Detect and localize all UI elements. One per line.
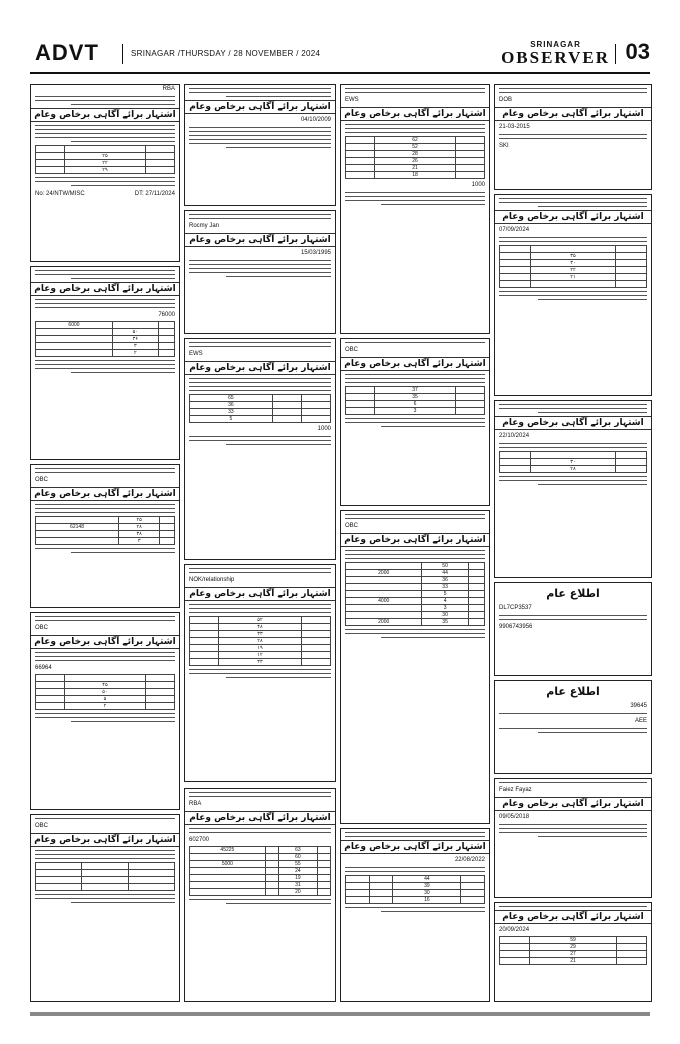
notice-table: 6000 ۵۰ ۳۶ ۳ ۲ bbox=[35, 321, 175, 357]
notice-c4f: Faiez Fayaz اشتہار برائے آگاہی برخاص وعام 09/05/2018 bbox=[494, 778, 652, 898]
brand-city: SRINAGAR bbox=[530, 40, 581, 49]
notice-c1c: OBC اشتہار برائے آگاہی برخاص وعام ۲۵ 62148 ۲۸ ۳۸ ۳ bbox=[30, 464, 180, 608]
header-rule bbox=[30, 72, 650, 74]
notice-table: ۲۵ ۲۲ ۲۹ bbox=[35, 145, 175, 174]
notice-heading: اشتہار برائے آگاہی برخاص وعام bbox=[341, 357, 489, 371]
page-number: 03 bbox=[625, 39, 650, 64]
notice-c4a: DOB اشتہار برائے آگاہی برخاص وعام 21-03-2015 SKI bbox=[494, 84, 652, 190]
notice-heading: اشتہار برائے آگاہی برخاص وعام bbox=[495, 107, 651, 121]
notice-table: ۳۵ ۳۰ ۲۲ ۲۱ bbox=[499, 245, 647, 288]
notice-table: 65 36 33 5 bbox=[189, 394, 331, 423]
notice-c1a: RBA اشتہار برائے آگاہی برخاص وعام ۲۵ ۲۲ ۲۹ No: 24/NTW/MISC DT: 27/11/2024 bbox=[30, 84, 180, 262]
notice-c2c: EWS اشتہار برائے آگاہی برخاص وعام 65 36 33 5 1000 bbox=[184, 338, 336, 560]
notice-c4b: اشتہار برائے آگاہی برخاص وعام 07/09/2024 ۳۵ ۳۰ ۲۲ ۲۱ bbox=[494, 194, 652, 396]
brand-name: OBSERVER bbox=[501, 48, 610, 67]
notice-c3c: OBC اشتہار برائے آگاہی برخاص وعام 50 2000 44 36 33 5 4000 4 3 30 2000 35 bbox=[340, 510, 490, 824]
notice-table: 44 39 30 16 bbox=[345, 875, 485, 904]
notice-c4e: اطلاع عام 39645 AEE bbox=[494, 680, 652, 774]
divider bbox=[615, 44, 616, 64]
notice-table: 50 2000 44 36 33 5 4000 4 3 30 2000 35 bbox=[345, 562, 485, 626]
dateline: SRINAGAR /THURSDAY / 28 NOVEMBER / 2024 bbox=[131, 49, 321, 58]
masthead bbox=[30, 38, 650, 68]
notice-heading: اشتہار برائے آگاہی برخاص وعام bbox=[495, 210, 651, 224]
notice-table: ۵۲ ۴۸ ۳۳ ۲۸ ۱۹ ۱۲ ۳۳ bbox=[189, 616, 331, 666]
notice-heading: اشتہار برائے آگاہی برخاص وعام bbox=[341, 840, 489, 854]
notice-table: ۲۵ 62148 ۲۸ ۳۸ ۳ bbox=[35, 516, 175, 545]
notice-c2a: اشتہار برائے آگاہی برخاص وعام 04/10/2009 bbox=[184, 84, 336, 206]
notice-table: 45225 63 60 5000 55 24 19 31 20 bbox=[189, 846, 331, 896]
notice-c4c: اشتہار برائے آگاہی برخاص وعام 22/10/2024 ۳۰ ۲۸ bbox=[494, 400, 652, 578]
notice-heading: اشتہار برائے آگاہی برخاص وعام bbox=[31, 833, 179, 847]
notice-heading: اشتہار برائے آگاہی برخاص وعام bbox=[31, 487, 179, 501]
brand-logo bbox=[501, 40, 610, 66]
notice-c2e: RBA اشتہار برائے آگاہی برخاص وعام 602700 45225 63 60 5000 55 24 19 31 20 bbox=[184, 788, 336, 1002]
notice-table: 59 29 27 21 bbox=[499, 936, 647, 965]
notice-heading: اشتہار برائے آگاہی برخاص وعام bbox=[495, 910, 651, 924]
notice-heading: اشتہار برائے آگاہی برخاص وعام bbox=[31, 108, 179, 122]
notice-heading: اشتہار برائے آگاہی برخاص وعام bbox=[185, 587, 335, 601]
notice-c3b: OBC اشتہار برائے آگاہی برخاص وعام 37 35 6 3 bbox=[340, 338, 490, 506]
notice-heading: اشتہار برائے آگاہی برخاص وعام bbox=[185, 811, 335, 825]
notice-table: ۴۵ ۵۰ ۵ ۲ bbox=[35, 674, 175, 710]
notice-heading: اشتہار برائے آگاہی برخاص وعام bbox=[185, 100, 335, 114]
notice-table: 37 35 6 3 bbox=[345, 386, 485, 415]
notice-c2d: NOK/relationship اشتہار برائے آگاہی برخاص وعام ۵۲ ۴۸ ۳۳ ۲۸ ۱۹ ۱۲ ۳۳ bbox=[184, 564, 336, 782]
notice-heading: اشتہار برائے آگاہی برخاص وعام bbox=[341, 107, 489, 121]
notice-c4d: اطلاع عام DL7CP3537 9906743956 bbox=[494, 582, 652, 676]
notice-heading: اطلاع عام bbox=[546, 587, 600, 600]
notice-c4g: اشتہار برائے آگاہی برخاص وعام 20/09/2024 59 29 27 21 bbox=[494, 902, 652, 1002]
notice-c2b: Rocmy Jan اشتہار برائے آگاہی برخاص وعام 15/03/1995 bbox=[184, 210, 336, 334]
notice-heading: اشتہار برائے آگاہی برخاص وعام bbox=[185, 233, 335, 247]
notice-c3d: اشتہار برائے آگاہی برخاص وعام 22/08/2022 44 39 30 16 bbox=[340, 828, 490, 1002]
notice-table: 62 52 28 26 21 18 bbox=[345, 136, 485, 179]
notice-c1b: اشتہار برائے آگاہی برخاص وعام 76000 6000 ۵۰ ۳۶ ۳ ۲ bbox=[30, 266, 180, 460]
notice-heading: اشتہار برائے آگاہی برخاص وعام bbox=[341, 533, 489, 547]
notice-c3a: EWS اشتہار برائے آگاہی برخاص وعام 62 52 28 26 21 18 1000 bbox=[340, 84, 490, 334]
section-label: ADVT bbox=[35, 40, 99, 65]
notice-heading: اشتہار برائے آگاہی برخاص وعام bbox=[31, 635, 179, 649]
divider bbox=[122, 44, 123, 64]
notice-heading: اشتہار برائے آگاہی برخاص وعام bbox=[495, 416, 651, 430]
notice-table bbox=[35, 862, 175, 891]
footer-rule bbox=[30, 1012, 650, 1016]
notice-heading: اشتہار برائے آگاہی برخاص وعام bbox=[495, 797, 651, 811]
notice-c1e: OBC اشتہار برائے آگاہی برخاص وعام bbox=[30, 814, 180, 1002]
notice-heading: اطلاع عام bbox=[546, 685, 600, 698]
notice-heading: اشتہار برائے آگاہی برخاص وعام bbox=[31, 282, 179, 296]
notice-table: ۳۰ ۲۸ bbox=[499, 451, 647, 473]
notice-c1d: OBC اشتہار برائے آگاہی برخاص وعام 66964 ۴۵ ۵۰ ۵ ۲ bbox=[30, 612, 180, 810]
notice-heading: اشتہار برائے آگاہی برخاص وعام bbox=[185, 361, 335, 375]
